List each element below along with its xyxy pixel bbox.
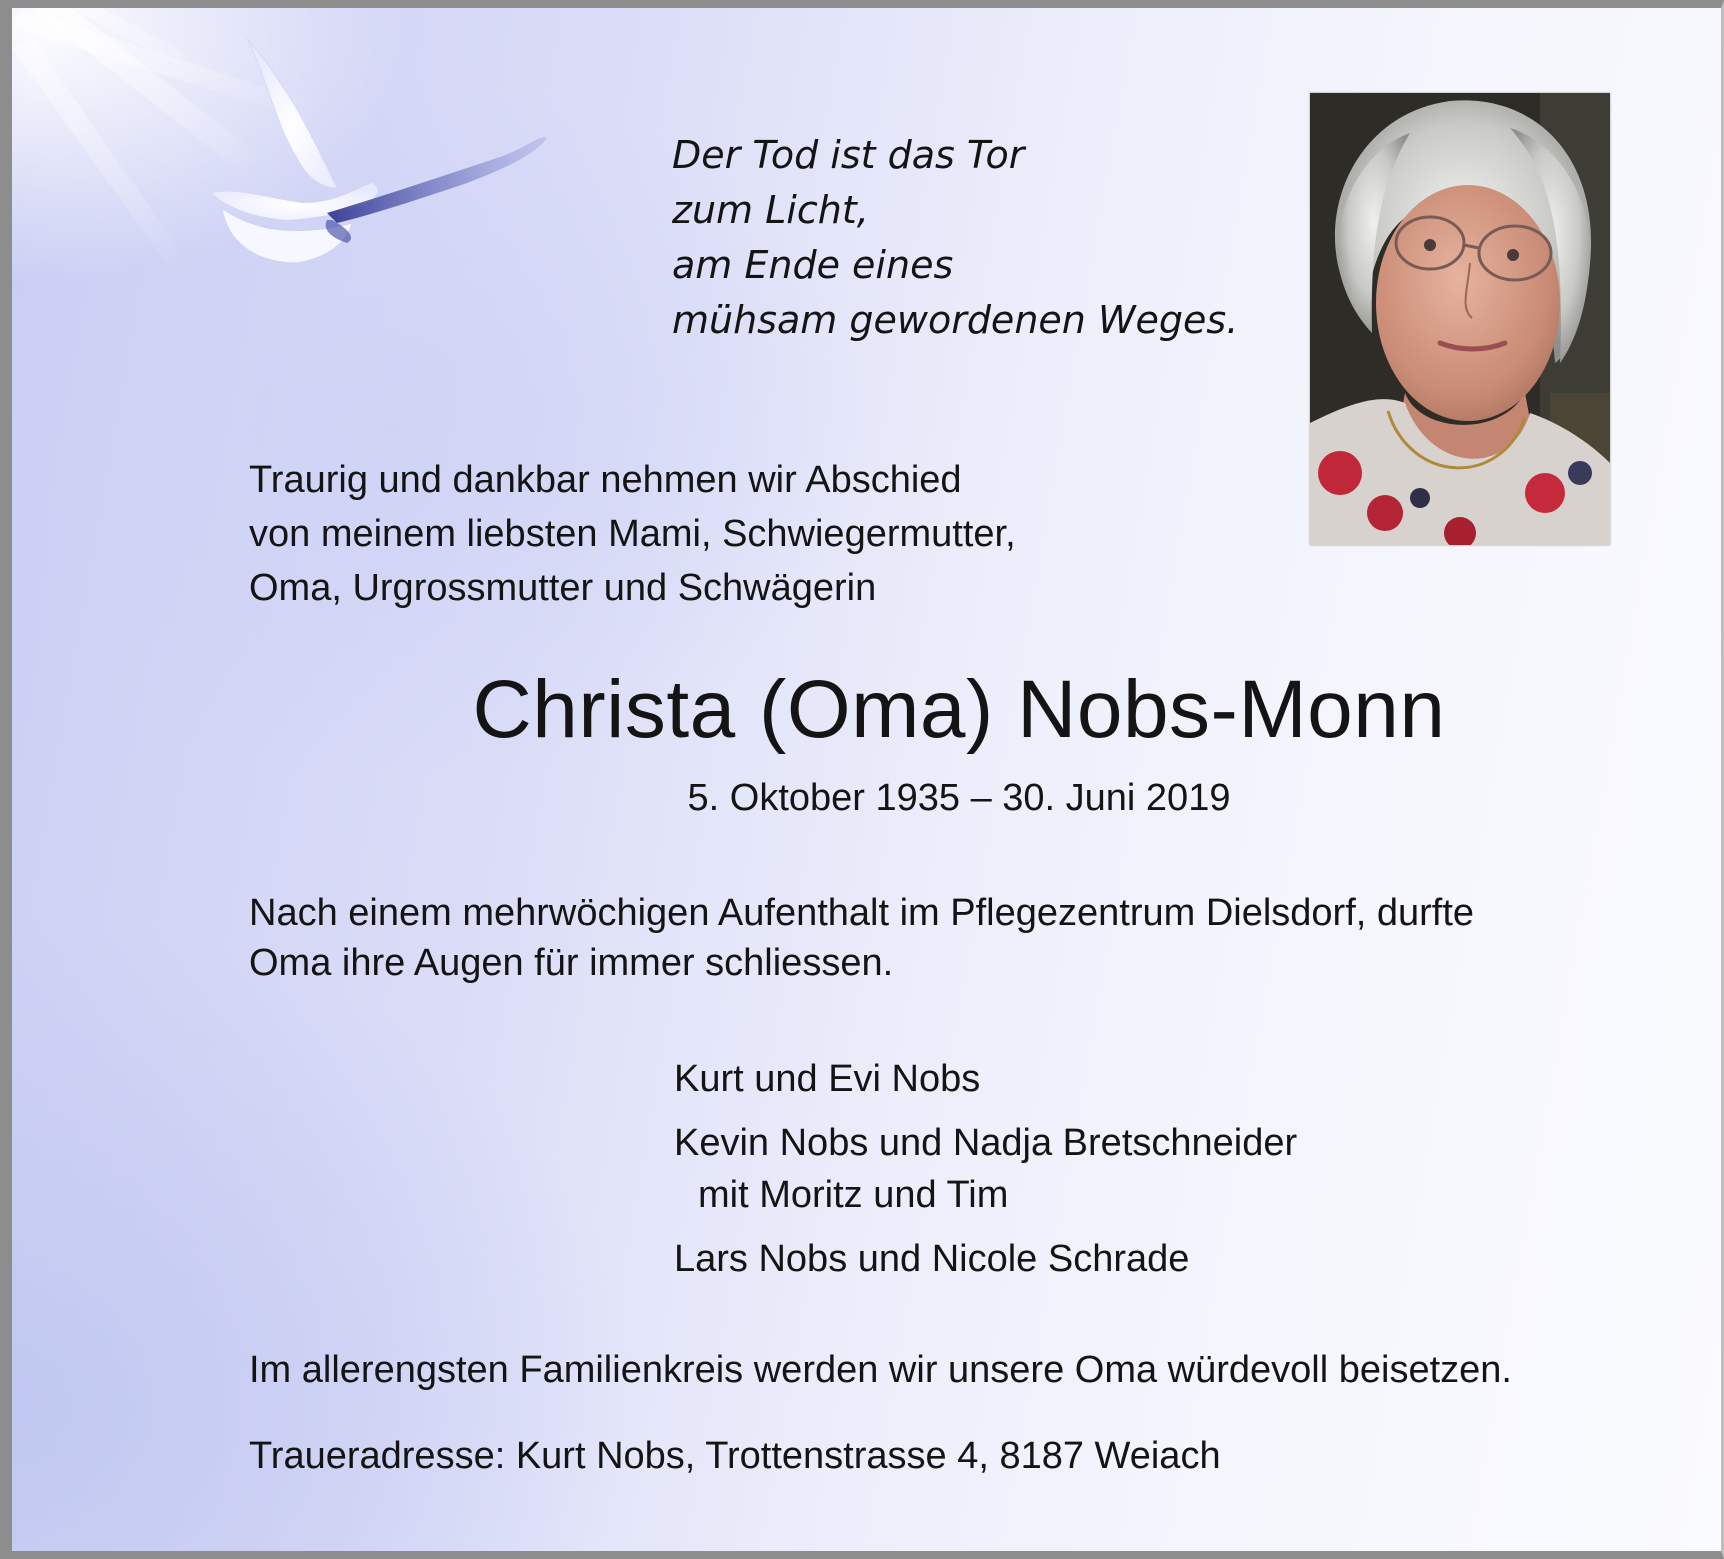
mourning-address: Traueradresse: Kurt Nobs, Trottenstrasse 4, 8187 Weiach	[249, 1435, 1221, 1477]
portrait-photo	[1310, 93, 1610, 545]
deceased-name: Christa (Oma) Nobs-Monn	[472, 664, 1446, 755]
intro-text	[249, 453, 1016, 615]
intro-line: Oma, Urgrossmutter und Schwägerin	[249, 567, 877, 609]
poem-line: am Ende eines	[672, 243, 954, 287]
message-line: Nach einem mehrwöchigen Aufenthalt im Pflegezentrum Dielsdorf, durfte	[249, 892, 1475, 934]
portrait-illustration	[1310, 93, 1610, 545]
poem-line: mühsam gewordenen Weges.	[672, 298, 1239, 342]
burial-note: Im allerengsten Familienkreis werden wir unsere Oma würdevoll beisetzen.	[249, 1349, 1512, 1391]
poem	[672, 128, 1238, 348]
dove-icon	[207, 38, 607, 288]
family-member: Kurt und Evi Nobs	[674, 1058, 981, 1100]
family-member: Lars Nobs und Nicole Schrade	[674, 1238, 1190, 1280]
message-line: Oma ihre Augen für immer schliessen.	[249, 942, 894, 984]
family-list	[674, 1053, 1297, 1285]
poem-line: zum Licht,	[672, 188, 869, 232]
life-dates: 5. Oktober 1935 – 30. Juni 2019	[687, 777, 1231, 819]
intro-line: von meinem liebsten Mami, Schwiegermutter,	[249, 513, 1016, 555]
poem-line: Der Tod ist das Tor	[672, 133, 1025, 177]
message-text	[249, 888, 1474, 988]
intro-line: Traurig und dankbar nehmen wir Abschied	[249, 459, 962, 501]
family-member: Kevin Nobs und Nadja Bretschneider	[674, 1122, 1298, 1164]
family-member-sub: mit Moritz und Tim	[698, 1174, 1009, 1216]
